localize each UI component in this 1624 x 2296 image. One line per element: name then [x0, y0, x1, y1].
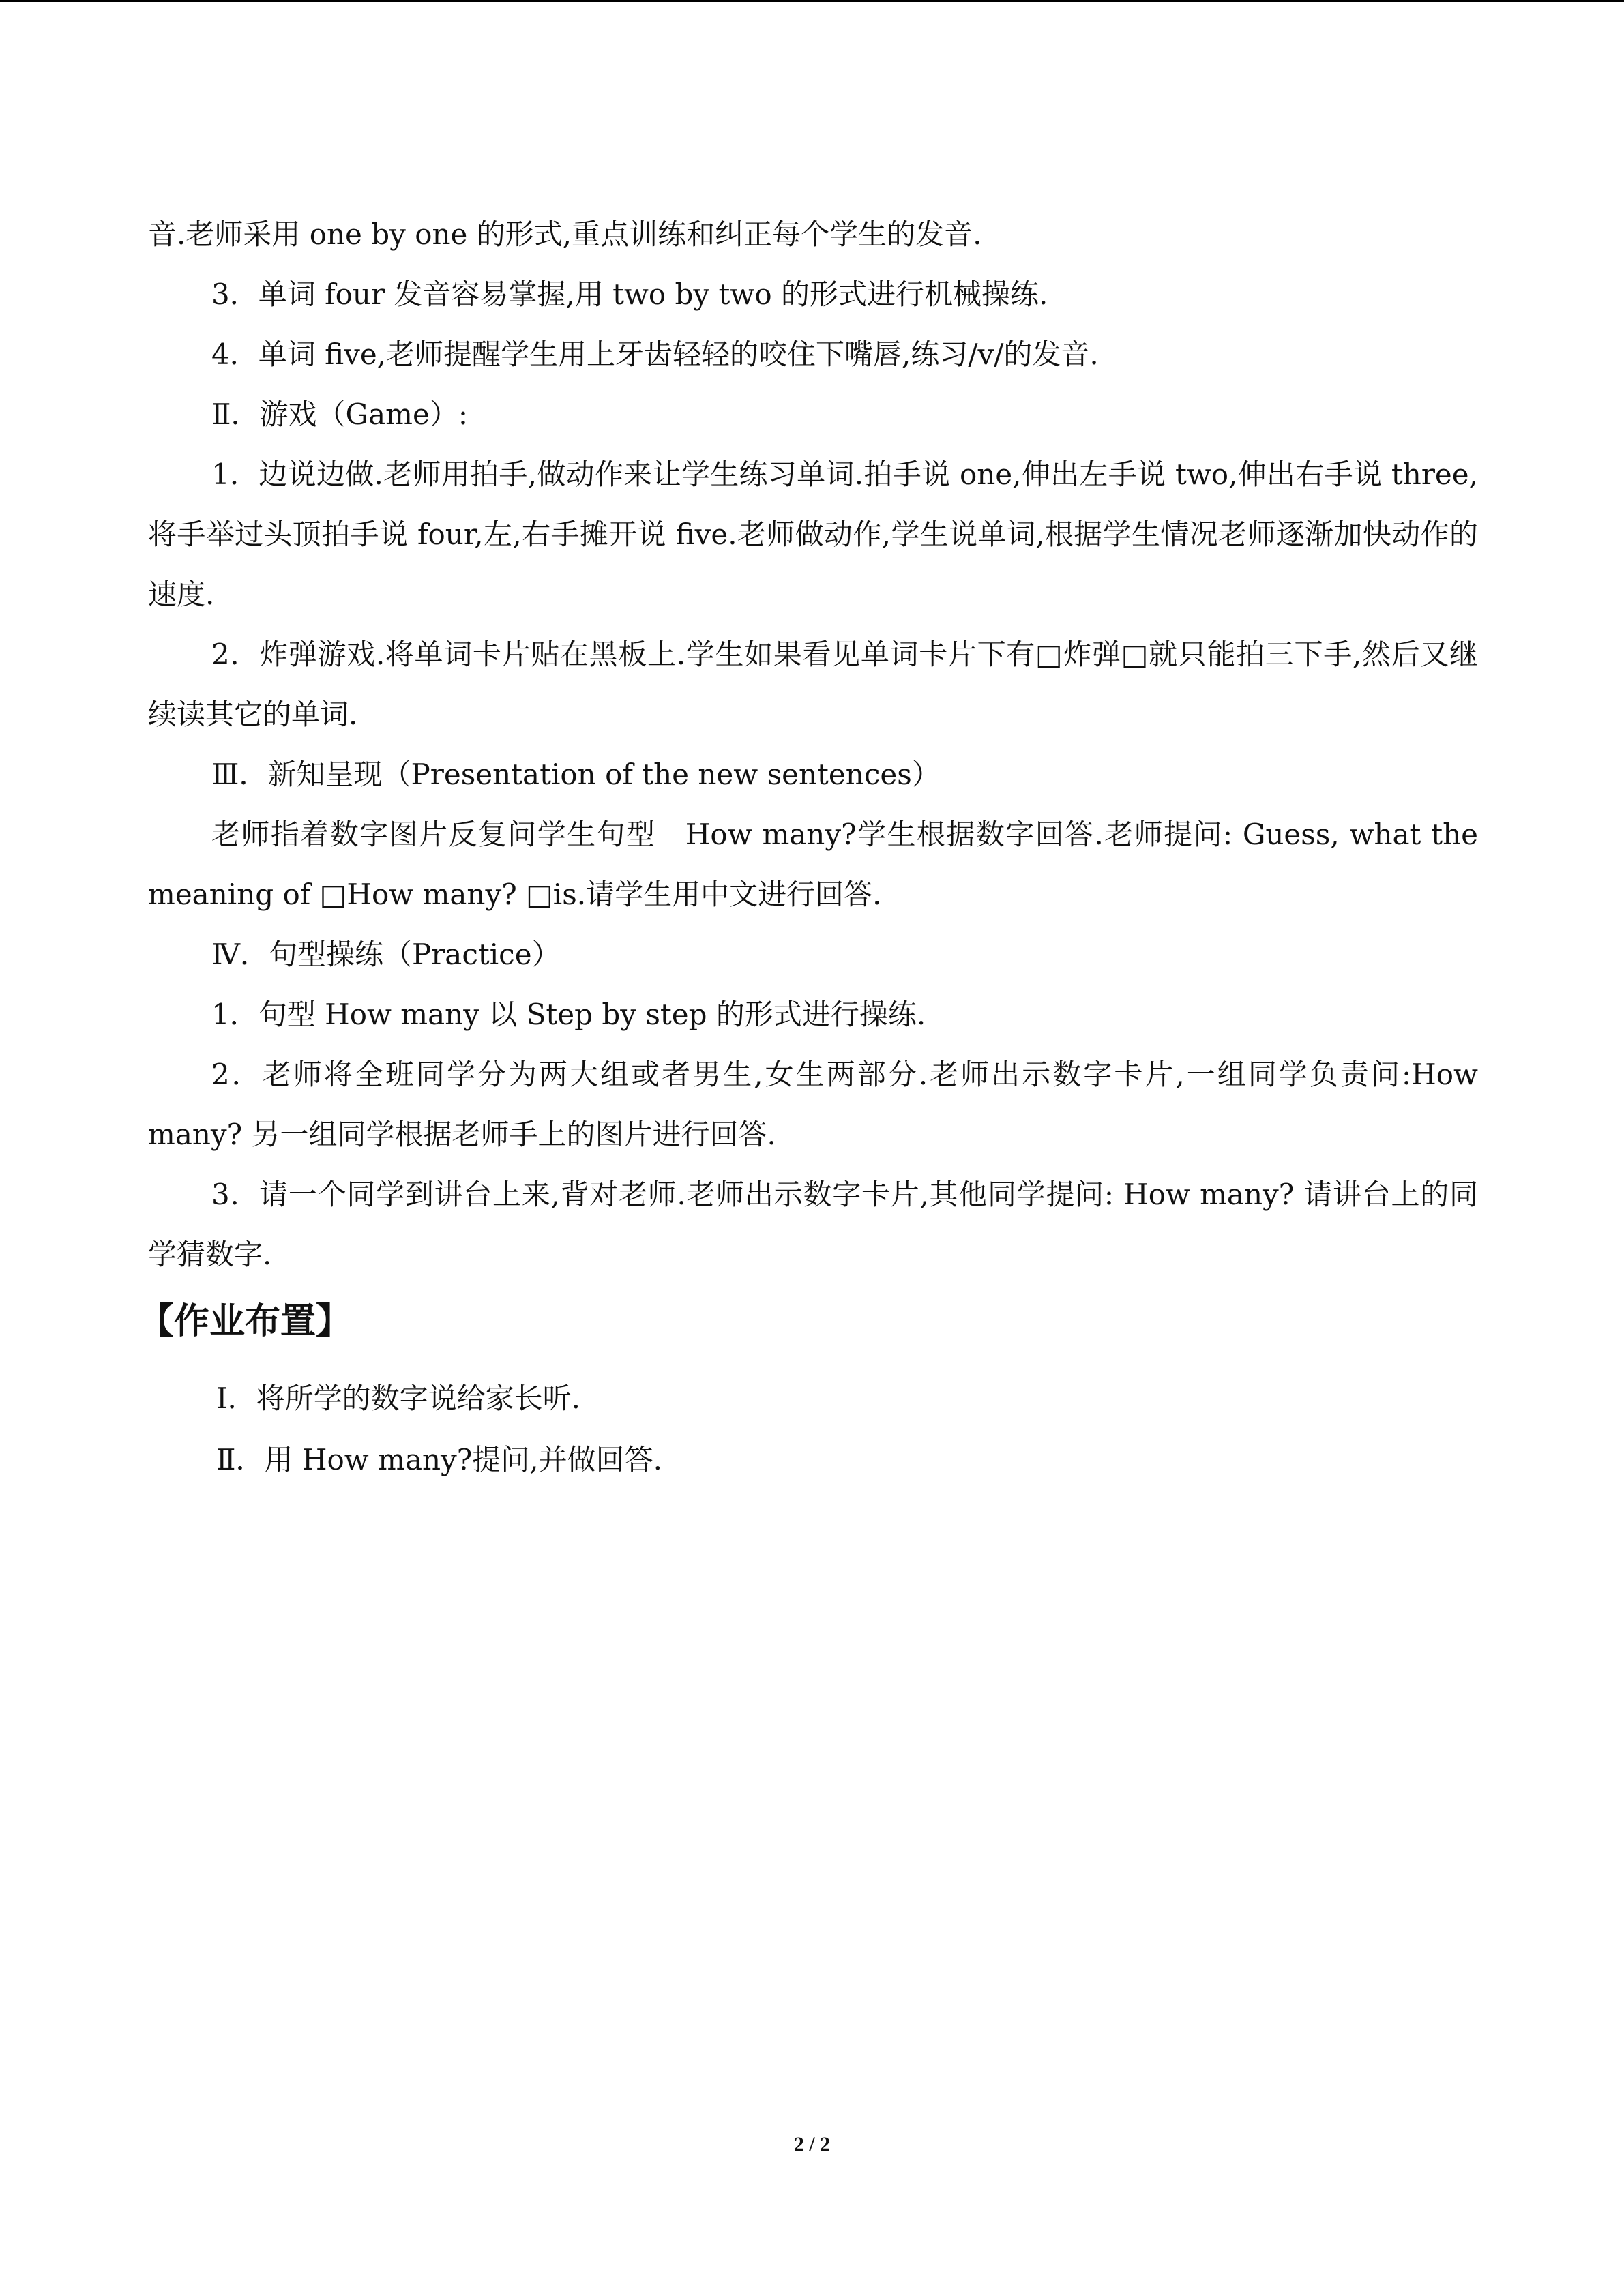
subheading-game: Ⅱ．游戏（Game）:	[211, 398, 468, 431]
homework-item-2: Ⅱ．用 How many?提问,并做回答.	[216, 1443, 662, 1476]
paragraph-practice-2: 2．老师将全班同学分为两大组或者男生,女生两部分.老师出示数字卡片,一组同学负责问:How many? 另一组同学根据老师手上的图片进行回答.	[148, 1058, 1478, 1151]
homework-item-1: Ⅰ．将所学的数字说给家长听.	[216, 1382, 580, 1415]
page-number: 2 / 2	[793, 2133, 831, 2156]
paragraph-practice-3: 3．请一个同学到讲台上来,背对老师.老师出示数字卡片,其他同学提问: How many? 请讲台上的同学猜数字.	[148, 1178, 1478, 1271]
paragraph-presentation: 老师指着数字图片反复问学生句型 How many?学生根据数字回答.老师提问: Guess, what the meaning of □How many? □is.请学生用中文进行回答.	[148, 818, 1478, 911]
paragraph-step-4: 4．单词 five,老师提醒学生用上牙齿轻轻的咬住下嘴唇,练习/v/的发音.	[211, 338, 1099, 371]
document-body	[138, 205, 1478, 1491]
page-top-border	[0, 0, 1624, 2]
subheading-presentation: Ⅲ．新知呈现（Presentation of the new sentences）	[211, 758, 941, 791]
paragraph-line-continuation: 音.老师采用 one by one 的形式,重点训练和纠正每个学生的发音.	[148, 218, 982, 251]
paragraph-game-1: 1．边说边做.老师用拍手,做动作来让学生练习单词.拍手说 one,伸出左手说 two,伸出右手说 three,将手举过头顶拍手说 four,左,右手摊开说 five.老师做动作,学生说单词,根据学生情况老师逐渐加快动作的速度.	[148, 458, 1478, 611]
paragraph-step-3: 3．单词 four 发音容易掌握,用 two by two 的形式进行机械操练.	[211, 278, 1048, 311]
subheading-practice: Ⅳ．句型操练（Practice）	[211, 938, 561, 971]
paragraph-practice-1: 1．句型 How many 以 Step by step 的形式进行操练.	[211, 998, 926, 1031]
paragraph-game-2: 2．炸弹游戏.将单词卡片贴在黑板上.学生如果看见单词卡片下有□炸弹□就只能拍三下手,然后又继续读其它的单词.	[148, 638, 1478, 731]
homework-heading: 【作业布置】	[138, 1301, 352, 1342]
